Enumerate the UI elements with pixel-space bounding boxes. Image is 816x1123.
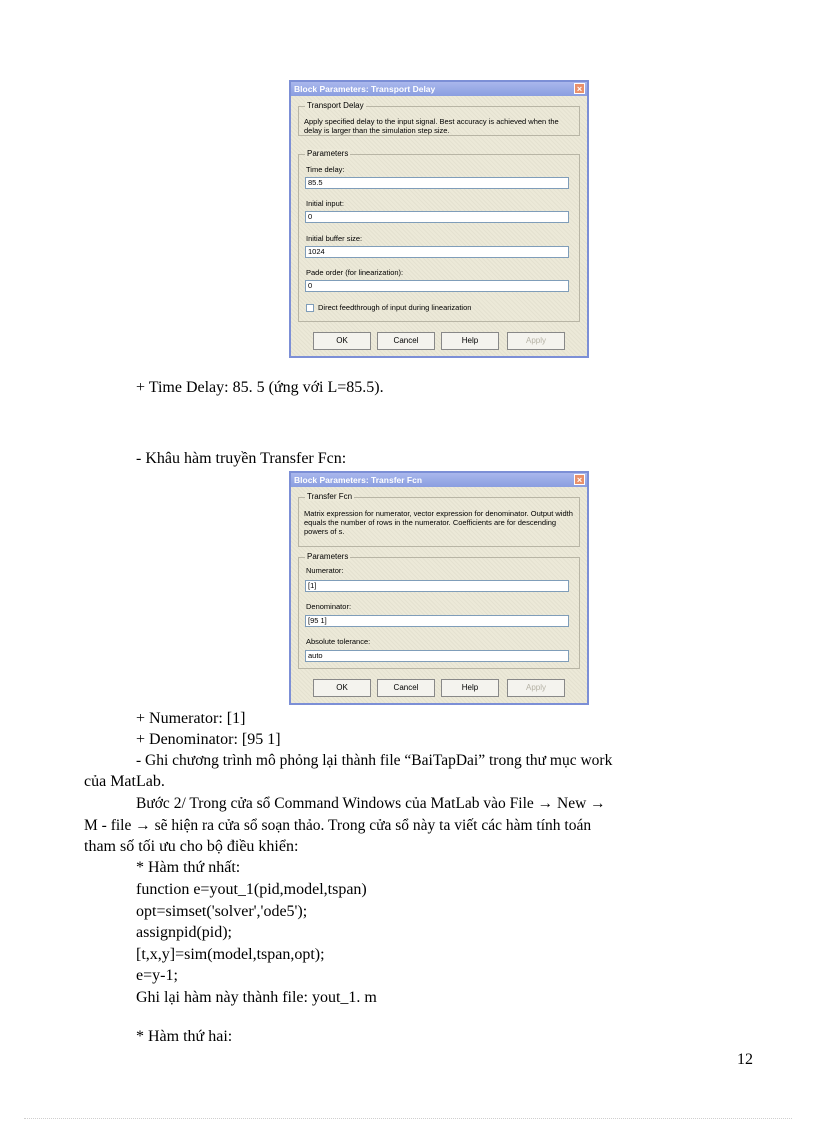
numerator-note: + Numerator: [1] bbox=[136, 710, 246, 727]
group-title: Transfer Fcn bbox=[307, 492, 353, 501]
transport-delay-dialog bbox=[289, 80, 589, 358]
save-note-line: của MatLab. bbox=[84, 773, 165, 790]
code-line: assignpid(pid); bbox=[136, 924, 232, 941]
dialog-title-bar bbox=[291, 82, 587, 96]
dialog-title: Block Parameters: Transport Delay bbox=[294, 84, 436, 94]
direct-feedthrough-checkbox[interactable] bbox=[306, 304, 314, 312]
code-line: [t,x,y]=sim(model,tspan,opt); bbox=[136, 946, 325, 963]
transfer-fcn-dialog bbox=[289, 471, 589, 705]
numerator-input[interactable]: [1] bbox=[305, 580, 569, 592]
buffer-size-label: Initial buffer size: bbox=[306, 234, 363, 243]
help-button[interactable]: Help bbox=[441, 679, 499, 697]
parameters-title: Parameters bbox=[307, 149, 349, 158]
step-paragraph-line: tham số tối ưu cho bộ điều khiển: bbox=[84, 838, 299, 855]
description-group bbox=[298, 492, 580, 547]
parameters-group bbox=[298, 552, 580, 669]
absolute-tolerance-label: Absolute tolerance: bbox=[306, 637, 371, 646]
step-paragraph-line: Bước 2/ Trong cửa sổ Command Windows của MatLab vào File → New → bbox=[136, 795, 606, 812]
code-line: opt=simset('solver','ode5'); bbox=[136, 903, 308, 920]
ok-button[interactable]: OK bbox=[313, 332, 371, 350]
denominator-note: + Denominator: [95 1] bbox=[136, 731, 281, 748]
code-line: function e=yout_1(pid,model,tspan) bbox=[136, 881, 367, 898]
dialog-title: Block Parameters: Transfer Fcn bbox=[294, 475, 423, 485]
close-icon[interactable]: × bbox=[574, 83, 585, 94]
cancel-button[interactable]: Cancel bbox=[377, 679, 435, 697]
ok-button[interactable]: OK bbox=[313, 679, 371, 697]
page-bottom-rule bbox=[24, 1118, 792, 1119]
function-one-heading: * Hàm thứ nhất: bbox=[136, 859, 241, 876]
apply-button[interactable]: Apply bbox=[507, 679, 565, 697]
initial-input-label: Initial input: bbox=[306, 199, 344, 208]
step-paragraph-line: M - file → sẽ hiện ra cửa sổ soạn thảo. Trong cửa sổ này ta viết các hàm tính toán bbox=[84, 817, 592, 834]
dialog-title-bar bbox=[291, 473, 587, 487]
time-delay-input[interactable]: 85.5 bbox=[305, 177, 569, 189]
direct-feedthrough-label: Direct feedthrough of input during linearization bbox=[318, 303, 472, 312]
time-delay-note: + Time Delay: 85. 5 (ứng với L=85.5). bbox=[136, 379, 384, 396]
block-description: Matrix expression for numerator, vector expression for denominator. Output width equals the number of rows in the numerator. Coefficients are for descending powers of s. bbox=[304, 509, 573, 536]
code-line: e=y-1; bbox=[136, 967, 178, 984]
parameters-title: Parameters bbox=[307, 552, 349, 561]
cancel-button[interactable]: Cancel bbox=[377, 332, 435, 350]
denominator-label: Denominator: bbox=[306, 602, 352, 611]
function-two-heading: * Hàm thứ hai: bbox=[136, 1028, 233, 1045]
description-group bbox=[298, 101, 580, 136]
block-description: Apply specified delay to the input signal. Best accuracy is achieved when the delay is larger than the simulation step size. bbox=[304, 117, 559, 135]
save-note-line: - Ghi chương trình mô phỏng lại thành file “BaiTapDai” trong thư mục work bbox=[136, 752, 613, 769]
group-title: Transport Delay bbox=[307, 101, 364, 110]
numerator-label: Numerator: bbox=[306, 566, 344, 575]
absolute-tolerance-input[interactable]: auto bbox=[305, 650, 569, 662]
pade-order-input[interactable]: 0 bbox=[305, 280, 569, 292]
close-icon[interactable]: × bbox=[574, 474, 585, 485]
page-number: 12 bbox=[737, 1051, 753, 1068]
transfer-fcn-heading: - Khâu hàm truyền Transfer Fcn: bbox=[136, 450, 347, 467]
pade-order-label: Pade order (for linearization): bbox=[306, 268, 404, 277]
denominator-input[interactable]: [95 1] bbox=[305, 615, 569, 627]
time-delay-label: Time delay: bbox=[306, 165, 345, 174]
apply-button[interactable]: Apply bbox=[507, 332, 565, 350]
buffer-size-input[interactable]: 1024 bbox=[305, 246, 569, 258]
parameters-group bbox=[298, 149, 580, 322]
save-function-note: Ghi lại hàm này thành file: yout_1. m bbox=[136, 989, 377, 1006]
initial-input-field[interactable]: 0 bbox=[305, 211, 569, 223]
help-button[interactable]: Help bbox=[441, 332, 499, 350]
